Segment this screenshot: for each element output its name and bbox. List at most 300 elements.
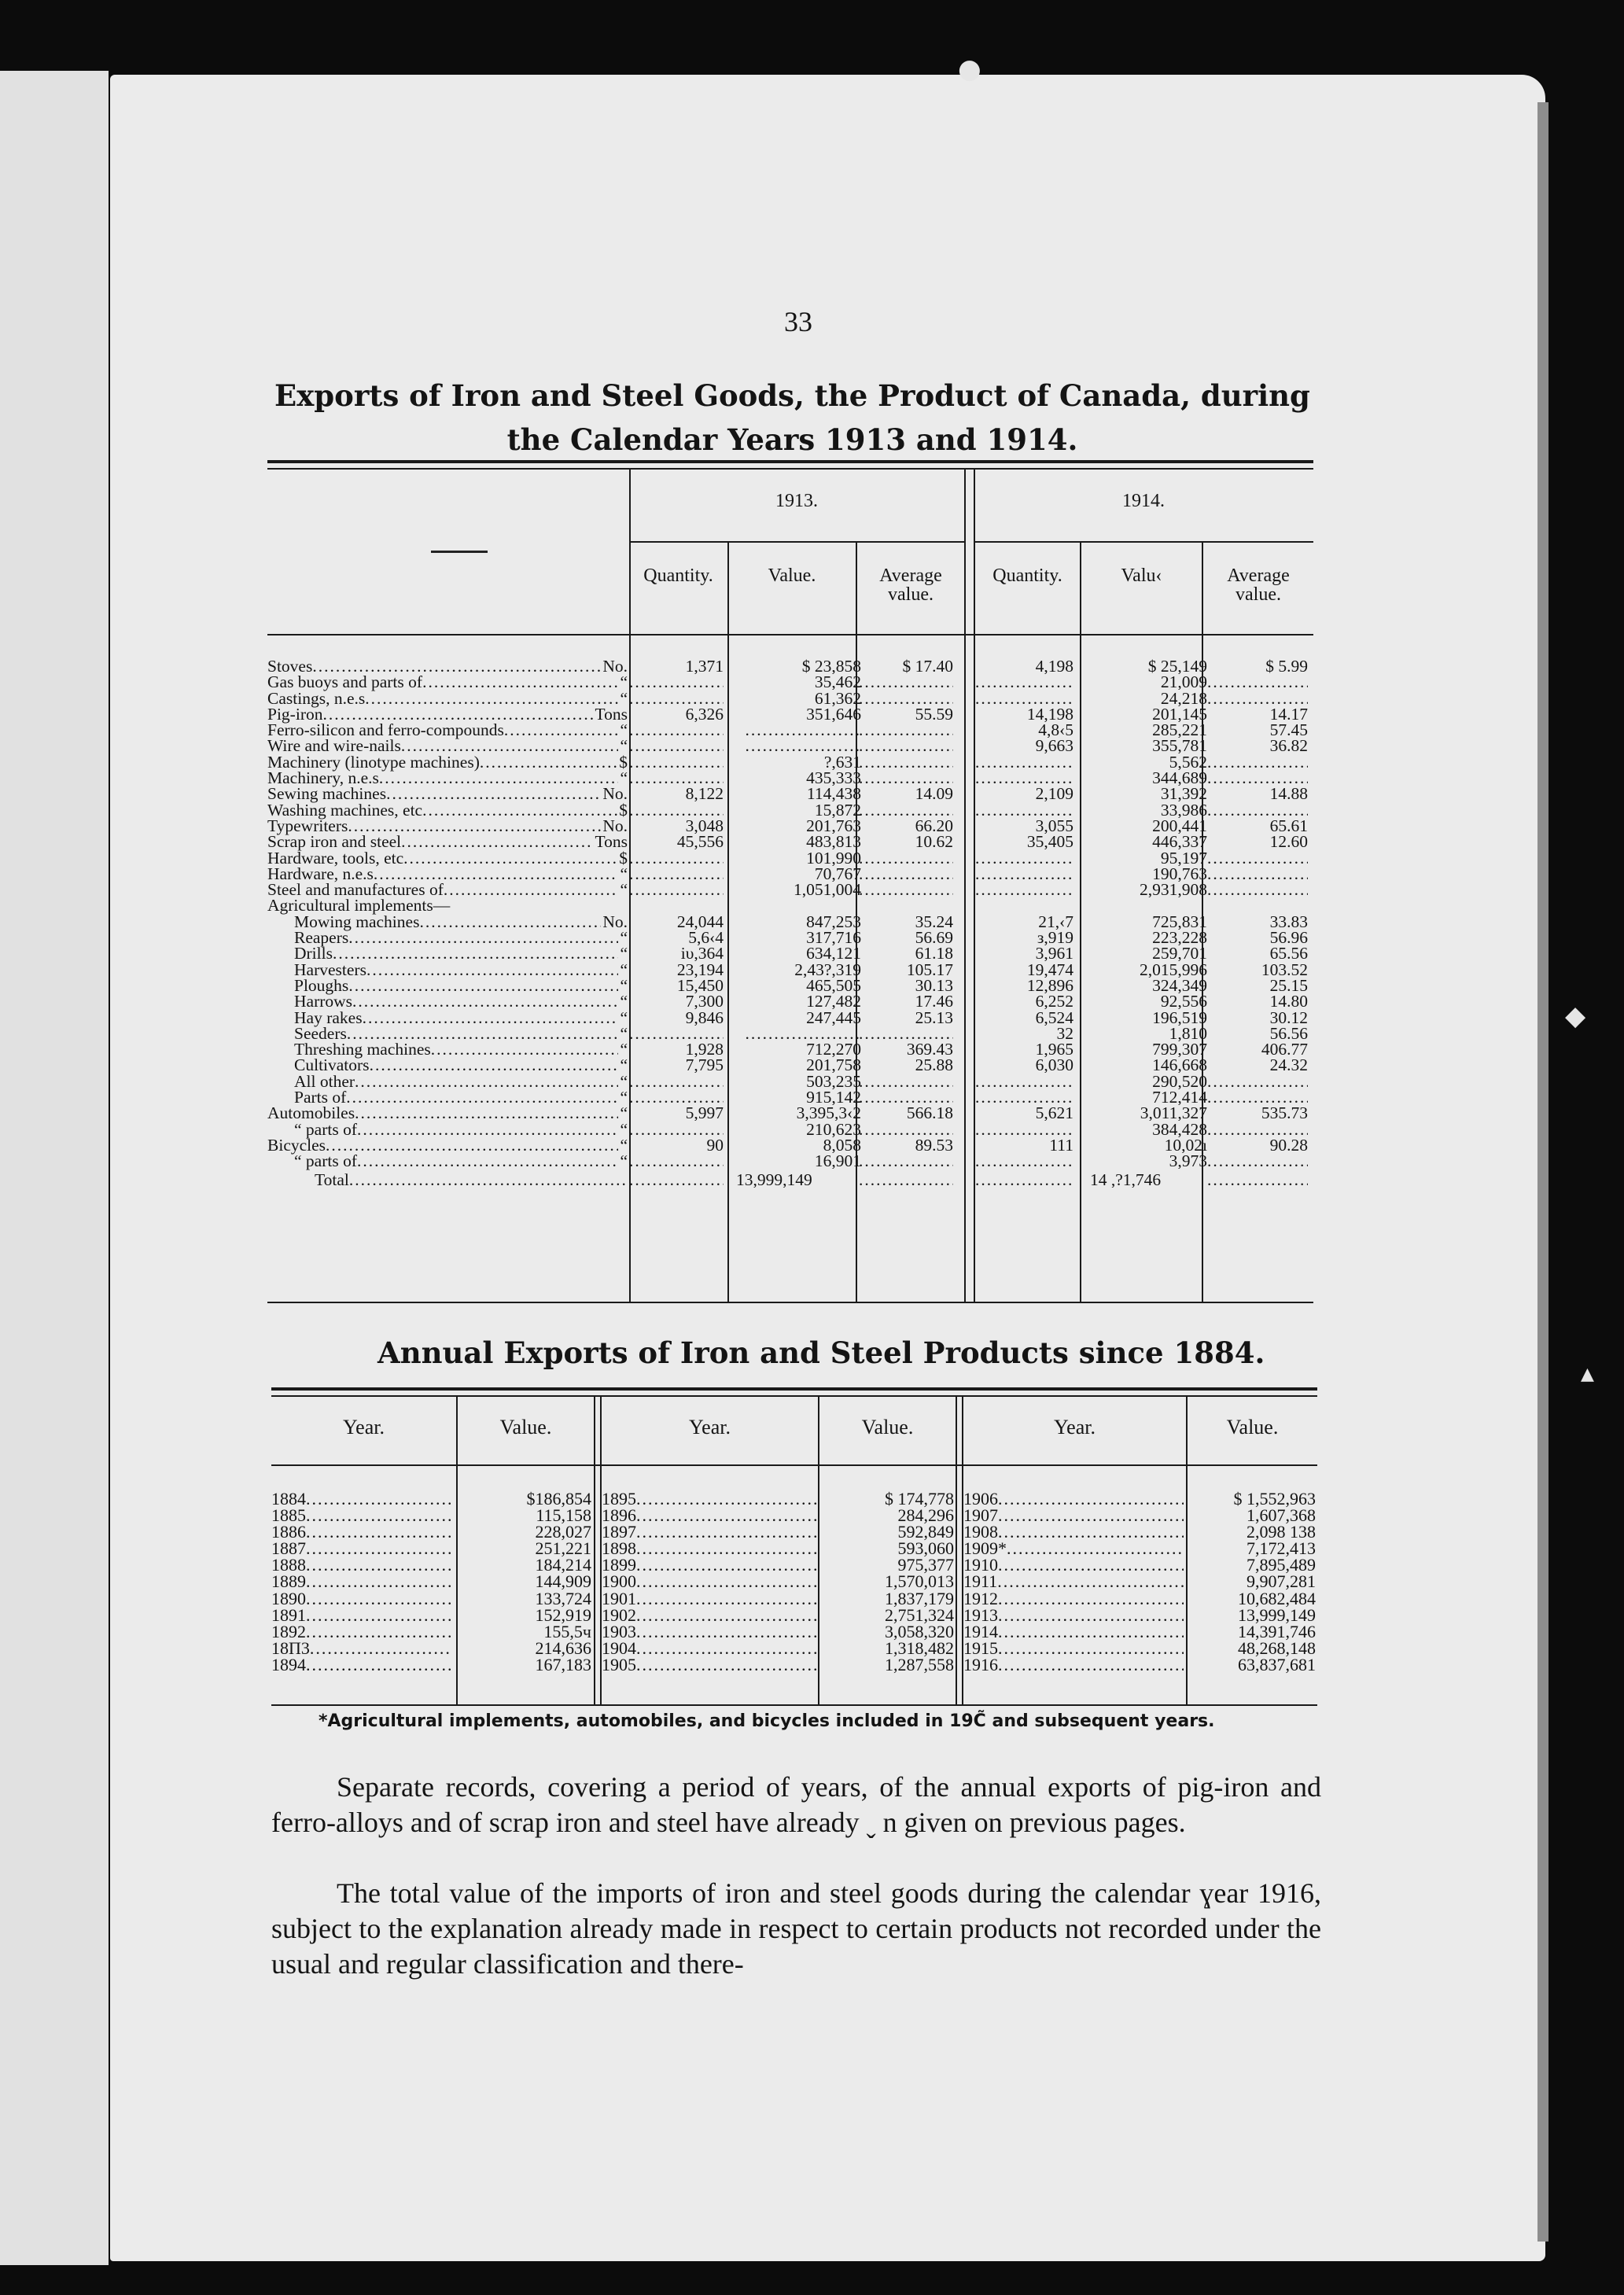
cell-a13 [859, 770, 953, 786]
year-text: 1914 [963, 1621, 998, 1641]
col-divider [594, 1397, 595, 1706]
cell-q14: 6,524 [1035, 1009, 1073, 1026]
total-cell [1207, 1172, 1308, 1188]
cell-v13: 15,872 [814, 801, 861, 818]
cell-q14 [975, 1074, 1073, 1089]
cell-q14: 9,663 [1035, 738, 1073, 754]
cell-q14: 21,‹7 [1038, 913, 1073, 930]
row-label-text: Bicycles [267, 1135, 326, 1155]
year-text: 1901 [602, 1588, 636, 1608]
cell-a14: 14.80 [1269, 993, 1308, 1010]
leader-dots [306, 1490, 451, 1507]
cell-q14: 14,198 [1026, 705, 1073, 722]
col-divider [818, 1397, 819, 1706]
cell-a14 [1207, 866, 1308, 882]
cell-a13: 25.88 [915, 1057, 953, 1074]
value-cell: 48,268,148 [1238, 1637, 1316, 1658]
row-label-text: Hay rakes [294, 1008, 363, 1027]
cell-v13: 247,445 [806, 1009, 861, 1026]
stub-dash [431, 551, 488, 553]
cell-v13: 16,901 [814, 1153, 861, 1170]
year-text: 1896 [602, 1505, 636, 1526]
year-text: 1903 [602, 1621, 636, 1641]
cell-q14: 3,961 [1035, 945, 1073, 962]
row-label-text: Ploughs [294, 975, 349, 995]
cell-v13: 712,270 [806, 1041, 861, 1058]
leader-dots [310, 1640, 451, 1656]
t2-header-value-1: Value. [499, 1416, 552, 1439]
year-text: 1889 [271, 1571, 306, 1592]
year-cell [271, 1556, 451, 1573]
leader-dots [374, 866, 619, 882]
cell-v13: 201,758 [806, 1057, 861, 1074]
leader-dots [998, 1490, 1184, 1507]
leader-dots [348, 930, 618, 945]
leader-dots [306, 1623, 451, 1640]
cell-a14: 36.82 [1269, 738, 1308, 754]
year-cell [602, 1490, 818, 1507]
row-unit: “ [620, 992, 628, 1011]
t2-header-year-3: Year. [1054, 1416, 1096, 1439]
row-label [267, 993, 628, 1009]
cell-a14 [1207, 691, 1308, 706]
row-label-text: Stoves [267, 657, 313, 676]
value-cell: 1,570,013 [885, 1571, 954, 1592]
table2-top-rule [271, 1387, 1317, 1391]
leader-dots [444, 882, 619, 897]
row-unit: “ [620, 768, 628, 788]
year-cell [271, 1523, 451, 1540]
table2-top-rule [271, 1395, 1317, 1397]
leader-dots [348, 978, 618, 993]
cell-v14: 196,519 [1152, 1009, 1207, 1026]
row-label-text: Typewriters [267, 816, 348, 835]
row-label-text: All other [294, 1071, 355, 1091]
value-cell: $ 174,778 [885, 1489, 954, 1509]
row-unit: “ [620, 1119, 628, 1139]
header-quantity-1913: Quantity. [643, 565, 713, 586]
leader-dots [348, 818, 601, 834]
cell-a13: 56.69 [915, 930, 953, 946]
leader-dots [306, 1507, 451, 1523]
cell-v14: 92,556 [1160, 993, 1207, 1010]
year-cell [271, 1604, 451, 1625]
year-cell [963, 1637, 1184, 1658]
cell-a14: 90.28 [1269, 1136, 1308, 1153]
value-cell: $186,854 [526, 1489, 591, 1509]
row-label [267, 866, 628, 882]
cell-q14: 5,621 [1035, 1105, 1073, 1122]
cell-q13: 6,326 [685, 705, 724, 722]
year-text: 1910 [963, 1555, 998, 1575]
cell-v13: 1,051,004 [794, 882, 861, 898]
cell-q14: 2,109 [1035, 786, 1073, 802]
cell-q13: 5,997 [685, 1105, 724, 1122]
leader-dots [347, 1026, 619, 1041]
leader-dots [480, 754, 617, 770]
year-text: 1911 [963, 1571, 998, 1592]
leader-dots [357, 1153, 618, 1169]
row-unit: No. [602, 657, 628, 676]
year-rule [629, 541, 964, 543]
cell-v14: 344,689 [1152, 770, 1207, 786]
cell-q14 [975, 850, 1073, 866]
cell-a13 [859, 1026, 953, 1041]
value-cell: 975,377 [897, 1555, 954, 1575]
row-label-text: Gas buoys and parts of [267, 672, 423, 692]
cell-v13 [731, 722, 861, 738]
value-cell: 1,318,482 [885, 1637, 954, 1658]
row-unit: “ [620, 880, 628, 900]
year-cell [271, 1637, 451, 1658]
row-unit: “ [620, 1088, 628, 1107]
cell-a13 [859, 738, 953, 753]
col-divider [964, 468, 966, 1303]
leader-dots [357, 1122, 618, 1137]
cell-q14: з,919 [1037, 930, 1073, 946]
year-text: 1913 [963, 1604, 998, 1625]
cell-q13 [629, 754, 724, 770]
year-text: 1894 [271, 1654, 306, 1674]
row-unit: “ [620, 944, 628, 963]
leader-dots [366, 962, 619, 978]
value-cell: 214,636 [535, 1637, 591, 1658]
leader-dots [504, 722, 619, 738]
col-divider [1080, 543, 1081, 1303]
year-cell [271, 1505, 451, 1526]
cell-a13 [859, 802, 953, 818]
row-unit: “ [620, 1135, 628, 1155]
year-text: 1890 [271, 1588, 306, 1608]
row-unit: “ [620, 672, 628, 692]
cell-v14: 1,810 [1169, 1025, 1207, 1041]
table2-header-rule [271, 1464, 1317, 1466]
cell-q14: 6,030 [1035, 1057, 1073, 1074]
value-cell: 251,221 [535, 1538, 591, 1559]
value-cell: 284,296 [897, 1505, 954, 1526]
leader-dots [346, 1089, 618, 1105]
row-label [267, 975, 628, 995]
leader-dots [431, 1041, 619, 1057]
cell-v14: 2,015,996 [1140, 961, 1207, 978]
leader-dots [306, 1607, 451, 1623]
cell-a14: 14.88 [1269, 786, 1308, 802]
row-label [267, 1010, 628, 1026]
cell-q13 [629, 674, 724, 690]
row-label [267, 770, 628, 786]
table2-bottom-rule [271, 1704, 1317, 1706]
year-cell [602, 1590, 818, 1607]
year-text: 1907 [963, 1505, 998, 1526]
row-label [267, 1153, 628, 1169]
year-cell [963, 1490, 1184, 1507]
cell-v13: 35,462 [814, 674, 861, 691]
year-text: 1885 [271, 1505, 306, 1526]
leader-dots [636, 1523, 818, 1540]
leader-dots [401, 834, 593, 849]
row-label-text: Ferro-silicon and ferro-compounds [267, 720, 504, 740]
cell-q13 [629, 882, 724, 897]
cell-v13: ?,631 [823, 753, 861, 770]
cell-v13: 3,395,3‹2 [796, 1105, 861, 1122]
row-label-text: “ parts of [294, 1119, 357, 1139]
cell-a14: 535.73 [1261, 1105, 1308, 1122]
leader-dots [998, 1640, 1184, 1656]
year-text: 1909* [963, 1538, 1007, 1559]
row-unit: “ [620, 736, 628, 756]
year-cell [271, 1623, 451, 1640]
leader-dots [636, 1556, 818, 1573]
leader-dots [997, 1573, 1184, 1590]
cell-v14: 223,228 [1152, 930, 1207, 946]
cell-a13: 66.20 [915, 817, 953, 834]
value-cell: 133,724 [535, 1588, 591, 1608]
row-unit: “ [620, 1151, 628, 1171]
leader-dots [370, 1057, 619, 1073]
paragraph-2: The total value of the imports of iron and steel goods during the calendar ɣear 1916, subject to the explanation already made in respect to certain products not recorded under the usual and regular classification and there- [271, 1877, 1321, 1980]
value-cell: 9,907,281 [1247, 1571, 1316, 1592]
leader-dots [636, 1490, 818, 1507]
header-bottom-rule [267, 634, 1313, 635]
cell-v13: 2,43?,319 [794, 961, 861, 978]
row-unit: $ [619, 752, 628, 772]
cell-a14 [1207, 1074, 1308, 1089]
row-label [267, 658, 628, 674]
row-unit: $ [619, 848, 628, 868]
row-label [267, 736, 628, 756]
leader-dots [998, 1523, 1184, 1540]
row-label [267, 897, 628, 913]
cell-a14: 56.56 [1269, 1025, 1308, 1041]
year-cell [963, 1556, 1184, 1573]
leader-dots [365, 691, 618, 706]
leader-dots [306, 1540, 451, 1556]
cell-a14: 65.61 [1269, 817, 1308, 834]
row-label-text: Parts of [294, 1088, 347, 1107]
cell-v13: 634,121 [806, 945, 861, 962]
row-label [267, 880, 628, 900]
year-cell [602, 1604, 818, 1625]
cell-a13: $ 17.40 [902, 658, 953, 674]
scan-speck: ● [958, 53, 981, 85]
row-unit [450, 897, 451, 913]
cell-a14: 25.15 [1269, 977, 1308, 993]
leader-dots [326, 1137, 618, 1153]
cell-a14: 33.83 [1269, 913, 1308, 930]
row-label-text: Agricultural implements— [267, 896, 451, 915]
row-label-text: Castings, n.e.s [267, 688, 366, 708]
cell-a14: 65.56 [1269, 945, 1308, 962]
leader-dots [636, 1590, 818, 1607]
leader-dots [422, 674, 618, 690]
cell-a14 [1207, 770, 1308, 786]
cell-q14 [975, 866, 1073, 882]
cell-q13: 1,928 [685, 1041, 724, 1058]
t2-header-year-2: Year. [689, 1416, 731, 1439]
cell-v14: 201,145 [1152, 705, 1207, 722]
cell-v13: $ 23,858 [801, 658, 861, 674]
cell-q13: 9,846 [685, 1009, 724, 1026]
cell-q14 [975, 1122, 1073, 1137]
leader-dots [636, 1540, 818, 1556]
cell-a13 [859, 674, 953, 690]
year-rule [974, 541, 1313, 543]
year-cell [963, 1604, 1184, 1625]
cell-a14 [1207, 1122, 1308, 1137]
cell-q14 [975, 882, 1073, 897]
year-text: 1892 [271, 1621, 306, 1641]
year-cell [602, 1505, 818, 1526]
leader-dots [636, 1507, 818, 1523]
year-text: 1916 [963, 1654, 998, 1674]
cell-v14: 2,931,908 [1140, 882, 1207, 898]
cell-a13: 89.53 [915, 1136, 953, 1153]
cell-a13 [859, 850, 953, 866]
row-label-text: Pig-iron [267, 704, 323, 724]
total-cell [975, 1172, 1073, 1188]
year-text: 1902 [602, 1604, 636, 1625]
footnote: *Agricultural implements, automobiles, and bicycles included in 19C̃ and subsequent years. [319, 1711, 1215, 1731]
scan-speck: ◆ [1565, 1000, 1586, 1032]
year-text: 1906 [963, 1489, 998, 1509]
row-label-text: Cultivators [294, 1055, 370, 1075]
cell-v14: 799,307 [1152, 1041, 1207, 1058]
cell-a13: 566.18 [906, 1105, 953, 1122]
row-label [267, 1089, 628, 1105]
cell-v13: 127,482 [806, 993, 861, 1010]
col-divider [1186, 1397, 1188, 1706]
cell-q13: iυ,364 [680, 945, 724, 962]
cell-q13 [629, 1153, 724, 1169]
cell-a13: 55.59 [915, 705, 953, 722]
row-label [267, 1105, 628, 1121]
cell-v13 [731, 1026, 861, 1041]
col-divider [956, 1397, 957, 1706]
cell-a13 [859, 1074, 953, 1089]
cell-v14: 259,701 [1152, 945, 1207, 962]
cell-v14: 10,02ı [1164, 1136, 1207, 1153]
cell-a13: 17.46 [915, 993, 953, 1010]
cell-a13: 30.13 [915, 977, 953, 993]
value-cell: 14,391,746 [1238, 1621, 1316, 1641]
cell-v14: 324,349 [1152, 977, 1207, 993]
total-label-text: Total [315, 1170, 349, 1189]
cell-v13: 101,990 [806, 849, 861, 866]
page-title: Exports of Iron and Steel Goods, the Product of Canada, during the Calendar Years 1913 and 1914. [274, 378, 1310, 457]
row-unit: “ [620, 928, 628, 948]
row-label-text: Drills [294, 944, 333, 963]
paragraph-1: Separate records, covering a period of years, of the annual exports of pig-iron and ferro-alloys and of scrap iron and steel have already ˬ n given on previous pages. [271, 1771, 1321, 1838]
cell-a13: 35.24 [915, 913, 953, 930]
year-text: 1904 [602, 1637, 636, 1658]
value-cell: 10,682,484 [1238, 1588, 1316, 1608]
row-label [267, 1137, 628, 1153]
value-cell: 2,751,324 [885, 1604, 954, 1625]
row-unit: “ [620, 864, 628, 883]
row-label [267, 722, 628, 738]
cell-v14: 285,221 [1152, 722, 1207, 739]
value-cell: 63,837,681 [1238, 1654, 1316, 1674]
cell-v14: 725,831 [1152, 913, 1207, 930]
value-cell: 152,919 [535, 1604, 591, 1625]
total-cell: 14 ,?1,746 [1090, 1171, 1162, 1188]
row-label [267, 1023, 628, 1043]
cell-q14 [975, 691, 1073, 706]
cell-a14 [1207, 1089, 1308, 1105]
leader-dots [1007, 1540, 1184, 1556]
cell-a13: 25.13 [915, 1009, 953, 1026]
year-cell [963, 1656, 1184, 1673]
t2-header-value-2: Value. [861, 1416, 914, 1439]
year-cell [963, 1538, 1184, 1559]
cell-q14 [975, 1089, 1073, 1105]
row-label [267, 1119, 628, 1139]
cell-a13 [859, 722, 953, 738]
leader-dots [998, 1607, 1184, 1623]
cell-q13: 23,194 [676, 961, 724, 978]
value-cell: $ 1,552,963 [1233, 1489, 1316, 1509]
cell-v13: 201,763 [806, 817, 861, 834]
year-cell [602, 1573, 818, 1590]
cell-a13: 10.62 [915, 834, 953, 850]
row-unit: Tons [595, 704, 628, 724]
row-label [267, 928, 628, 948]
cell-q14: 32 [1056, 1025, 1073, 1041]
cell-a14: 406.77 [1261, 1041, 1308, 1058]
row-label [267, 962, 628, 978]
leader-dots [355, 1074, 618, 1089]
cell-q13 [629, 1074, 724, 1089]
cell-v14: 712,414 [1152, 1089, 1207, 1106]
row-label [267, 674, 628, 690]
year-text: 1891 [271, 1604, 306, 1625]
leader-dots [998, 1507, 1184, 1523]
cell-v14: 95,197 [1160, 849, 1207, 866]
row-label-text: Sewing machines [267, 784, 387, 804]
cell-v14: 24,218 [1160, 690, 1207, 706]
total-cell [859, 1172, 953, 1188]
cell-v14: 190,763 [1152, 865, 1207, 882]
cell-q13: 7,300 [685, 993, 724, 1010]
cell-q14 [975, 754, 1073, 770]
header-1914: 1914. [1122, 491, 1165, 511]
row-unit: “ [620, 688, 628, 708]
table-top-rule [267, 468, 1313, 470]
cell-v13: 317,716 [806, 930, 861, 946]
cell-a14: 14.17 [1269, 705, 1308, 722]
leader-dots [998, 1590, 1184, 1607]
value-cell: 3,058,320 [885, 1621, 954, 1641]
cell-v14: 146,668 [1152, 1057, 1207, 1074]
row-label [267, 754, 628, 770]
row-label [267, 914, 628, 930]
value-cell: 592,849 [897, 1522, 954, 1542]
cell-v13: 503,235 [806, 1073, 861, 1089]
cell-q14: 19,474 [1026, 961, 1073, 978]
leader-dots [312, 658, 601, 674]
cell-q13 [629, 1026, 724, 1041]
cell-a14: 56.96 [1269, 930, 1308, 946]
leader-dots [306, 1656, 451, 1673]
cell-q13: 7,795 [685, 1057, 724, 1074]
cell-a14: 24.32 [1269, 1057, 1308, 1074]
total-cell: 13,999,149 [736, 1171, 812, 1188]
cell-v14: 3,011,327 [1140, 1105, 1207, 1122]
year-text: 1912 [963, 1588, 998, 1608]
cell-q13: 45,556 [676, 834, 724, 850]
cell-a14 [1207, 882, 1308, 897]
cell-v13: 210,623 [806, 1121, 861, 1137]
